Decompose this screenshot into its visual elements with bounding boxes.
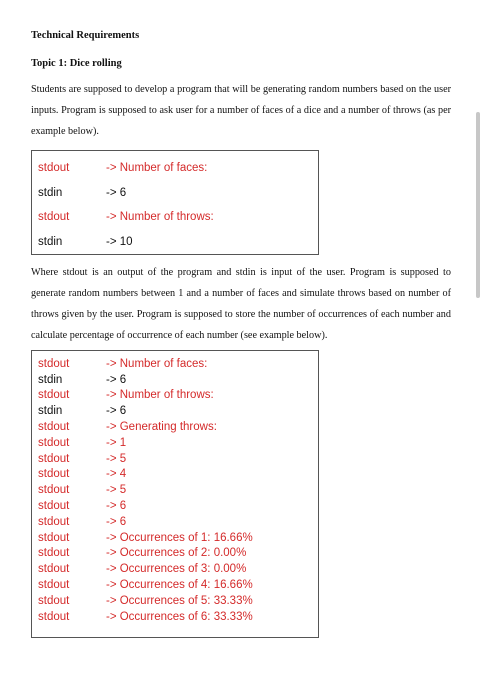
io-text: -> 6 [106,373,127,386]
io-line [38,356,318,372]
io-text: -> 6 [106,500,127,513]
topic-heading: Topic 1: Dice rolling [31,58,122,69]
stream-label: stdout [38,515,70,528]
stream-label: stdout [38,357,70,370]
stream-label: stdout [38,484,70,497]
io-line [38,514,318,530]
io-line [38,482,318,498]
example-io-box-1 [31,150,319,255]
scrollbar[interactable] [476,112,480,298]
io-line [38,419,318,435]
stream-label: stdout [38,211,70,224]
stream-label: stdout [38,452,70,465]
stream-label: stdout [38,610,70,623]
io-text: -> Occurrences of 6: 33.33% [106,610,253,623]
io-line [38,546,318,562]
io-line [38,530,318,546]
stream-label: stdin [38,186,63,199]
io-line [38,577,318,593]
io-line [38,156,318,181]
io-line [38,181,318,206]
io-line [38,205,318,230]
io-text: -> 5 [106,452,127,465]
description-paragraph: Where stdout is an output of the program and stdin is input of the user. Program is supposed to generate random numbers between 1 and a number of faces and simulate throws based on number of throws given by the user. Program is supposed to store the number of occurrences of each number and calculate percentage of occurrence of each number (see example below). [31,267,451,341]
stream-label: stdin [38,235,63,248]
io-text: -> Generating throws: [106,421,217,434]
io-text: -> Occurrences of 3: 0.00% [106,563,247,576]
io-line [38,593,318,609]
io-line [38,230,318,255]
io-text: -> Number of throws: [106,389,214,402]
io-text: -> Number of faces: [106,357,208,370]
io-text: -> 6 [106,515,127,528]
io-text: -> Occurrences of 2: 0.00% [106,547,247,560]
io-line [38,451,318,467]
stream-label: stdout [38,500,70,513]
io-text: -> Occurrences of 5: 33.33% [106,594,253,607]
io-text: -> 10 [106,235,133,248]
stream-label: stdin [38,405,63,418]
stream-label: stdout [38,579,70,592]
example-io-box-2 [31,350,319,638]
io-text: -> Number of faces: [106,162,208,175]
io-line [38,467,318,483]
io-text: -> 4 [106,468,127,481]
io-line [38,372,318,388]
io-text: -> 6 [106,186,127,199]
io-text: -> Occurrences of 1: 16.66% [106,531,253,544]
intro-paragraph: Students are supposed to develop a program that will be generating random numbers based on the user inputs. Program is supposed to ask user for a number of faces of a dice and a number of throws (as per example below). [31,84,451,137]
stream-label: stdout [38,547,70,560]
stream-label: stdin [38,373,63,386]
io-line [38,498,318,514]
io-text: -> Occurrences of 4: 16.66% [106,579,253,592]
io-text: -> Number of throws: [106,211,214,224]
io-text: -> 6 [106,405,127,418]
stream-label: stdout [38,531,70,544]
stream-label: stdout [38,389,70,402]
stream-label: stdout [38,436,70,449]
stream-label: stdout [38,563,70,576]
document-title: Technical Requirements [31,30,140,41]
stream-label: stdout [38,594,70,607]
io-line [38,561,318,577]
stream-label: stdout [38,162,70,175]
io-line [38,435,318,451]
io-text: -> 1 [106,436,127,449]
stream-label: stdout [38,421,70,434]
io-line [38,609,318,625]
io-line [38,403,318,419]
stream-label: stdout [38,468,70,481]
io-text: -> 5 [106,484,127,497]
io-line [38,388,318,404]
